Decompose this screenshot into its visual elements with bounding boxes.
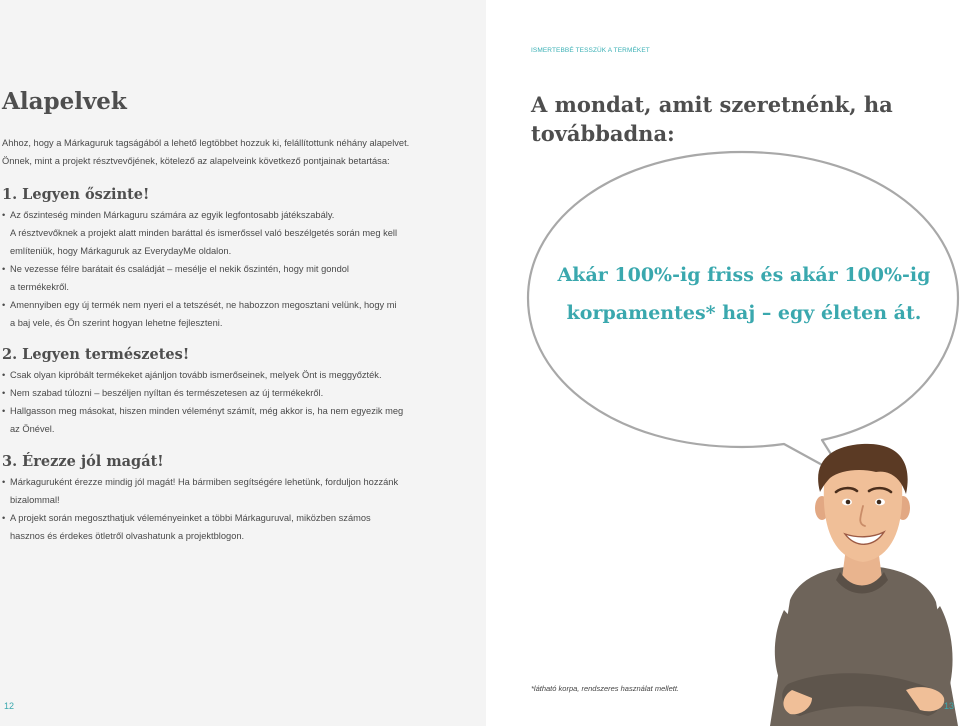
- page-title-left: Alapelvek: [2, 88, 127, 115]
- list-item: az Önével.: [10, 424, 55, 434]
- list-item: • Nem szabad túlozni – beszéljen nyíltan és természetesen az új termékekről.: [2, 388, 324, 398]
- list-item: említeniük, hogy Márkaguruk az EverydayMe oldalon.: [10, 246, 232, 256]
- list-item: A résztvevőknek a projekt alatt minden baráttal és ismerőssel való beszélgetés során meg kell: [10, 228, 398, 238]
- bubble-line: korpamentes* haj – egy életen át.: [566, 302, 922, 324]
- section-title: 3. Érezze jól magát!: [2, 453, 164, 470]
- intro-line: Ahhoz, hogy a Márkaguruk tagságából a lehető legtöbbet hozzuk ki, felállítottunk néhány alapelvet.: [2, 138, 410, 148]
- list-item: • Ne vezesse félre barátait és családját – mesélje el nekik őszintén, hogy mit gondol: [2, 264, 350, 274]
- page-number-left: 12: [4, 701, 15, 711]
- list-item: • Hallgasson meg másokat, hiszen minden véleményt számít, még akkor is, ha nem egyezik meg: [2, 406, 404, 416]
- bubble-line: Akár 100%-ig friss és akár 100%-ig: [557, 264, 931, 286]
- title-line: A mondat, amit szeretnénk, ha: [531, 92, 893, 117]
- list-item: • A projekt során megoszthatjuk véleményeinket a többi Márkaguruval, miközben számos: [2, 513, 371, 523]
- list-item: • Amennyiben egy új termék nem nyeri el a tetszését, ne habozzon megosztani velünk, hogy mi: [2, 300, 397, 310]
- footnote: *látható korpa, rendszeres használat mellett.: [531, 684, 679, 693]
- intro-line: Önnek, mint a projekt résztvevőjének, kötelező az alapelveink következő pontjainak betartása:: [2, 156, 390, 166]
- page-number-right: 13: [944, 701, 955, 711]
- list-item: a termékekről.: [10, 282, 69, 292]
- list-item: a baj vele, és Ön szerint hogyan lehetne fejleszteni.: [10, 318, 223, 328]
- list-item: • Az őszinteség minden Márkaguru számára az egyik legfontosabb játékszabály.: [2, 210, 335, 220]
- section-title: 2. Legyen természetes!: [2, 346, 190, 363]
- section-title: 1. Legyen őszinte!: [2, 186, 150, 203]
- list-item: bizalommal!: [10, 495, 60, 505]
- list-item: hasznos és érdekes ötletről olvashatunk a projektblogon.: [10, 531, 245, 541]
- section-kicker: ISMERTEBBÉ TESSZÜK A TERMÉKET: [531, 47, 650, 54]
- list-item: • Csak olyan kipróbált termékeket ajánljon tovább ismerőseinek, melyek Önt is meggyőzték.: [2, 370, 382, 380]
- list-item: • Márkaguruként érezze mindig jól magát! Ha bármiben segítségére lehetünk, forduljon hozzánk: [2, 477, 399, 487]
- title-line: továbbadna:: [531, 121, 675, 146]
